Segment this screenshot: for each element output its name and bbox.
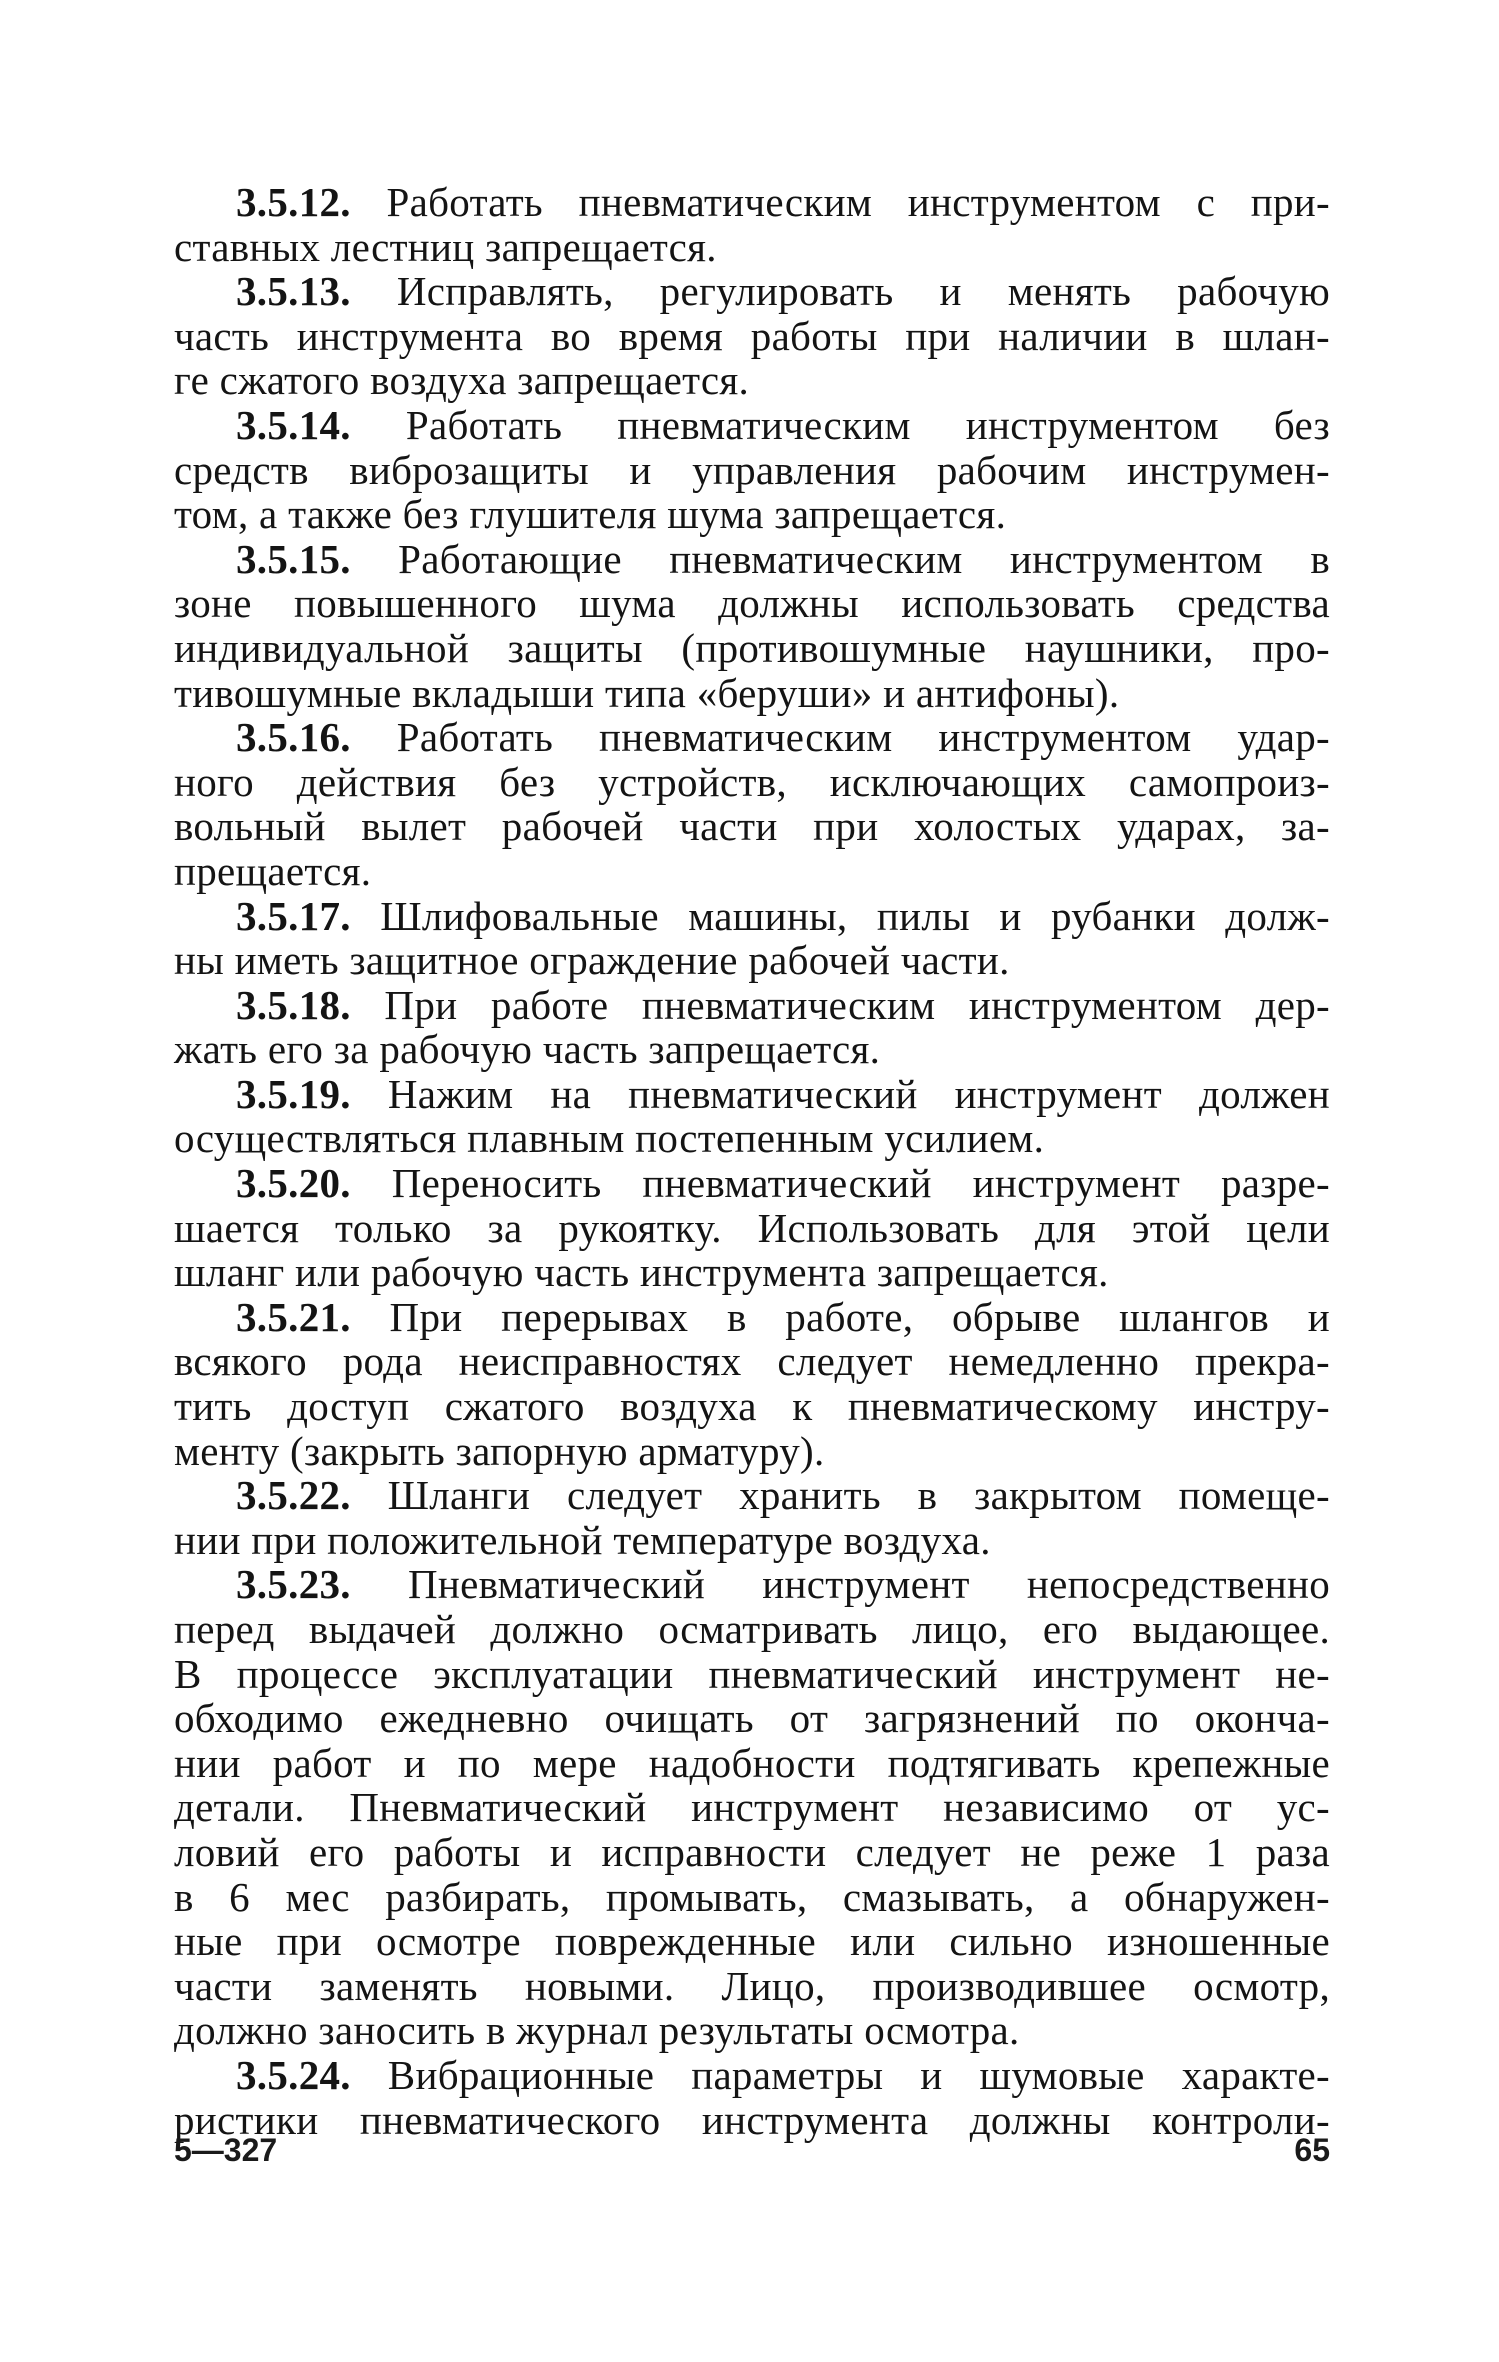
text-line [174,2053,1330,2098]
text-line: в 6 мес разбирать, промывать, смазывать, а обнаружен- [174,1873,1330,1920]
text-line: том, а также без глушителя шума запрещается. [174,491,1007,538]
text-line: тить доступ сжатого воздуха к пневматическому инстру- [174,1383,1330,1430]
clause-number: 3.5.24. [236,2051,351,2098]
clause-number: 3.5.18. [236,981,351,1028]
clause-number: 3.5.21. [236,1293,351,1340]
clause-text: При работе пневматическим инструментом дер- [350,981,1330,1028]
text-line: части заменять новыми. Лицо, производившее осмотр, [174,1962,1330,2009]
text-line: ристики пневматического инструмента должны контроли- [174,2096,1330,2143]
text-line: ставных лестниц запрещается. [174,223,717,270]
clause-text: Шланги следует хранить в закрытом помеще- [350,1472,1330,1519]
text-line: всякого рода неисправностях следует немедленно прекра- [174,1338,1330,1385]
text-line: обходимо ежедневно очищать от загрязнений по оконча- [174,1695,1330,1742]
clause-number: 3.5.13. [236,268,351,315]
text-line: тивошумные вкладыши типа «беруши» и антифоны). [174,669,1120,716]
text-line [174,715,1330,760]
paragraph [174,269,1330,403]
page-footer [174,2132,1330,2169]
clause-text: Пневматический инструмент непосредственно [350,1561,1330,1608]
clause-text: Исправлять, регулировать и менять рабочую [350,268,1330,315]
text-line: перед выдачей должно осматривать лицо, его выдающее. [174,1606,1330,1652]
page-number: 65 [1294,2132,1330,2168]
paragraph [174,1161,1330,1295]
clause-text: Работающие пневматическим инструментом в [350,535,1330,582]
text-line: ного действия без устройств, исключающих самопроиз- [174,758,1330,805]
clause-number: 3.5.14. [236,401,351,448]
text-line: ны иметь защитное ограждение рабочей части. [174,937,1010,984]
text-line: зоне повышенного шума должны использовать средства [174,580,1330,627]
text-line: шается только за рукоятку. Использовать для этой цели [174,1204,1330,1251]
text-line: ге сжатого воздуха запрещается. [174,357,750,404]
paragraph [174,983,1330,1072]
text-line [174,1295,1330,1340]
text-line [174,1562,1330,1607]
text-line: индивидуальной защиты (противошумные наушники, про- [174,624,1330,671]
text-line [174,1161,1330,1206]
document-body [174,180,1330,2142]
text-line: нии при положительной температуре воздуха. [174,1516,991,1563]
clause-text: При перерывах в работе, обрыве шлангов и [350,1293,1330,1340]
text-line [174,269,1330,314]
paragraph [174,715,1330,893]
clause-number: 3.5.20. [236,1160,351,1207]
paragraph [174,2053,1330,2142]
text-line: прещается. [174,847,372,894]
clause-number: 3.5.16. [236,714,351,761]
text-line: средств виброзащиты и управления рабочим инструмен- [174,446,1330,493]
paragraph [174,180,1330,269]
clause-text: Шлифовальные машины, пилы и рубанки долж- [350,892,1330,939]
clause-number: 3.5.19. [236,1070,351,1117]
text-line: детали. Пневматический инструмент независимо от ус- [174,1784,1330,1831]
text-line [174,1473,1330,1518]
text-line: осуществляться плавным постепенным усилием. [174,1115,1045,1162]
paragraph [174,537,1330,715]
clause-text: Нажим на пневматический инструмент должен [350,1070,1330,1117]
page-content [174,180,1330,2330]
clause-number: 3.5.15. [236,535,351,582]
text-line: В процессе эксплуатации пневматический инструмент не- [174,1650,1330,1697]
text-line [174,1072,1330,1117]
paragraph [174,1295,1330,1473]
text-line: ные при осмотре поврежденные или сильно изношенные [174,1918,1330,1965]
clause-text: Работать пневматическим инструментом с при- [350,179,1330,225]
text-line [174,403,1330,448]
paragraph [174,1072,1330,1161]
paragraph [174,1562,1330,2053]
text-line: нии работ и по мере надобности подтягивать крепежные [174,1739,1330,1786]
text-line: должно заносить в журнал результаты осмотра. [174,2007,1020,2054]
clause-text: Работать пневматическим инструментом без [350,401,1330,448]
text-line [174,983,1330,1028]
clause-number: 3.5.22. [236,1472,351,1519]
clause-number: 3.5.23. [236,1561,351,1608]
text-line [174,180,1330,225]
text-line: шланг или рабочую часть инструмента запрещается. [174,1249,1109,1296]
paragraph [174,894,1330,983]
clause-text: Вибрационные параметры и шумовые характе- [350,2051,1330,2098]
text-line: ловий его работы и исправности следует не реже 1 раза [174,1828,1330,1875]
clause-number: 3.5.17. [236,892,351,939]
text-line: менту (закрыть запорную арматуру). [174,1427,825,1474]
paragraph [174,403,1330,537]
text-line: жать его за рабочую часть запрещается. [174,1026,881,1073]
clause-text: Работать пневматическим инструментом удар- [350,714,1330,761]
text-line [174,894,1330,939]
printer-signature: 5—327 [174,2132,278,2168]
paragraph [174,1473,1330,1562]
text-line: часть инструмента во время работы при наличии в шлан- [174,312,1330,359]
text-line [174,537,1330,582]
clause-text: Переносить пневматический инструмент разре- [350,1160,1330,1207]
text-line: вольный вылет рабочей части при холостых ударах, за- [174,803,1330,850]
clause-number: 3.5.12. [236,179,351,225]
